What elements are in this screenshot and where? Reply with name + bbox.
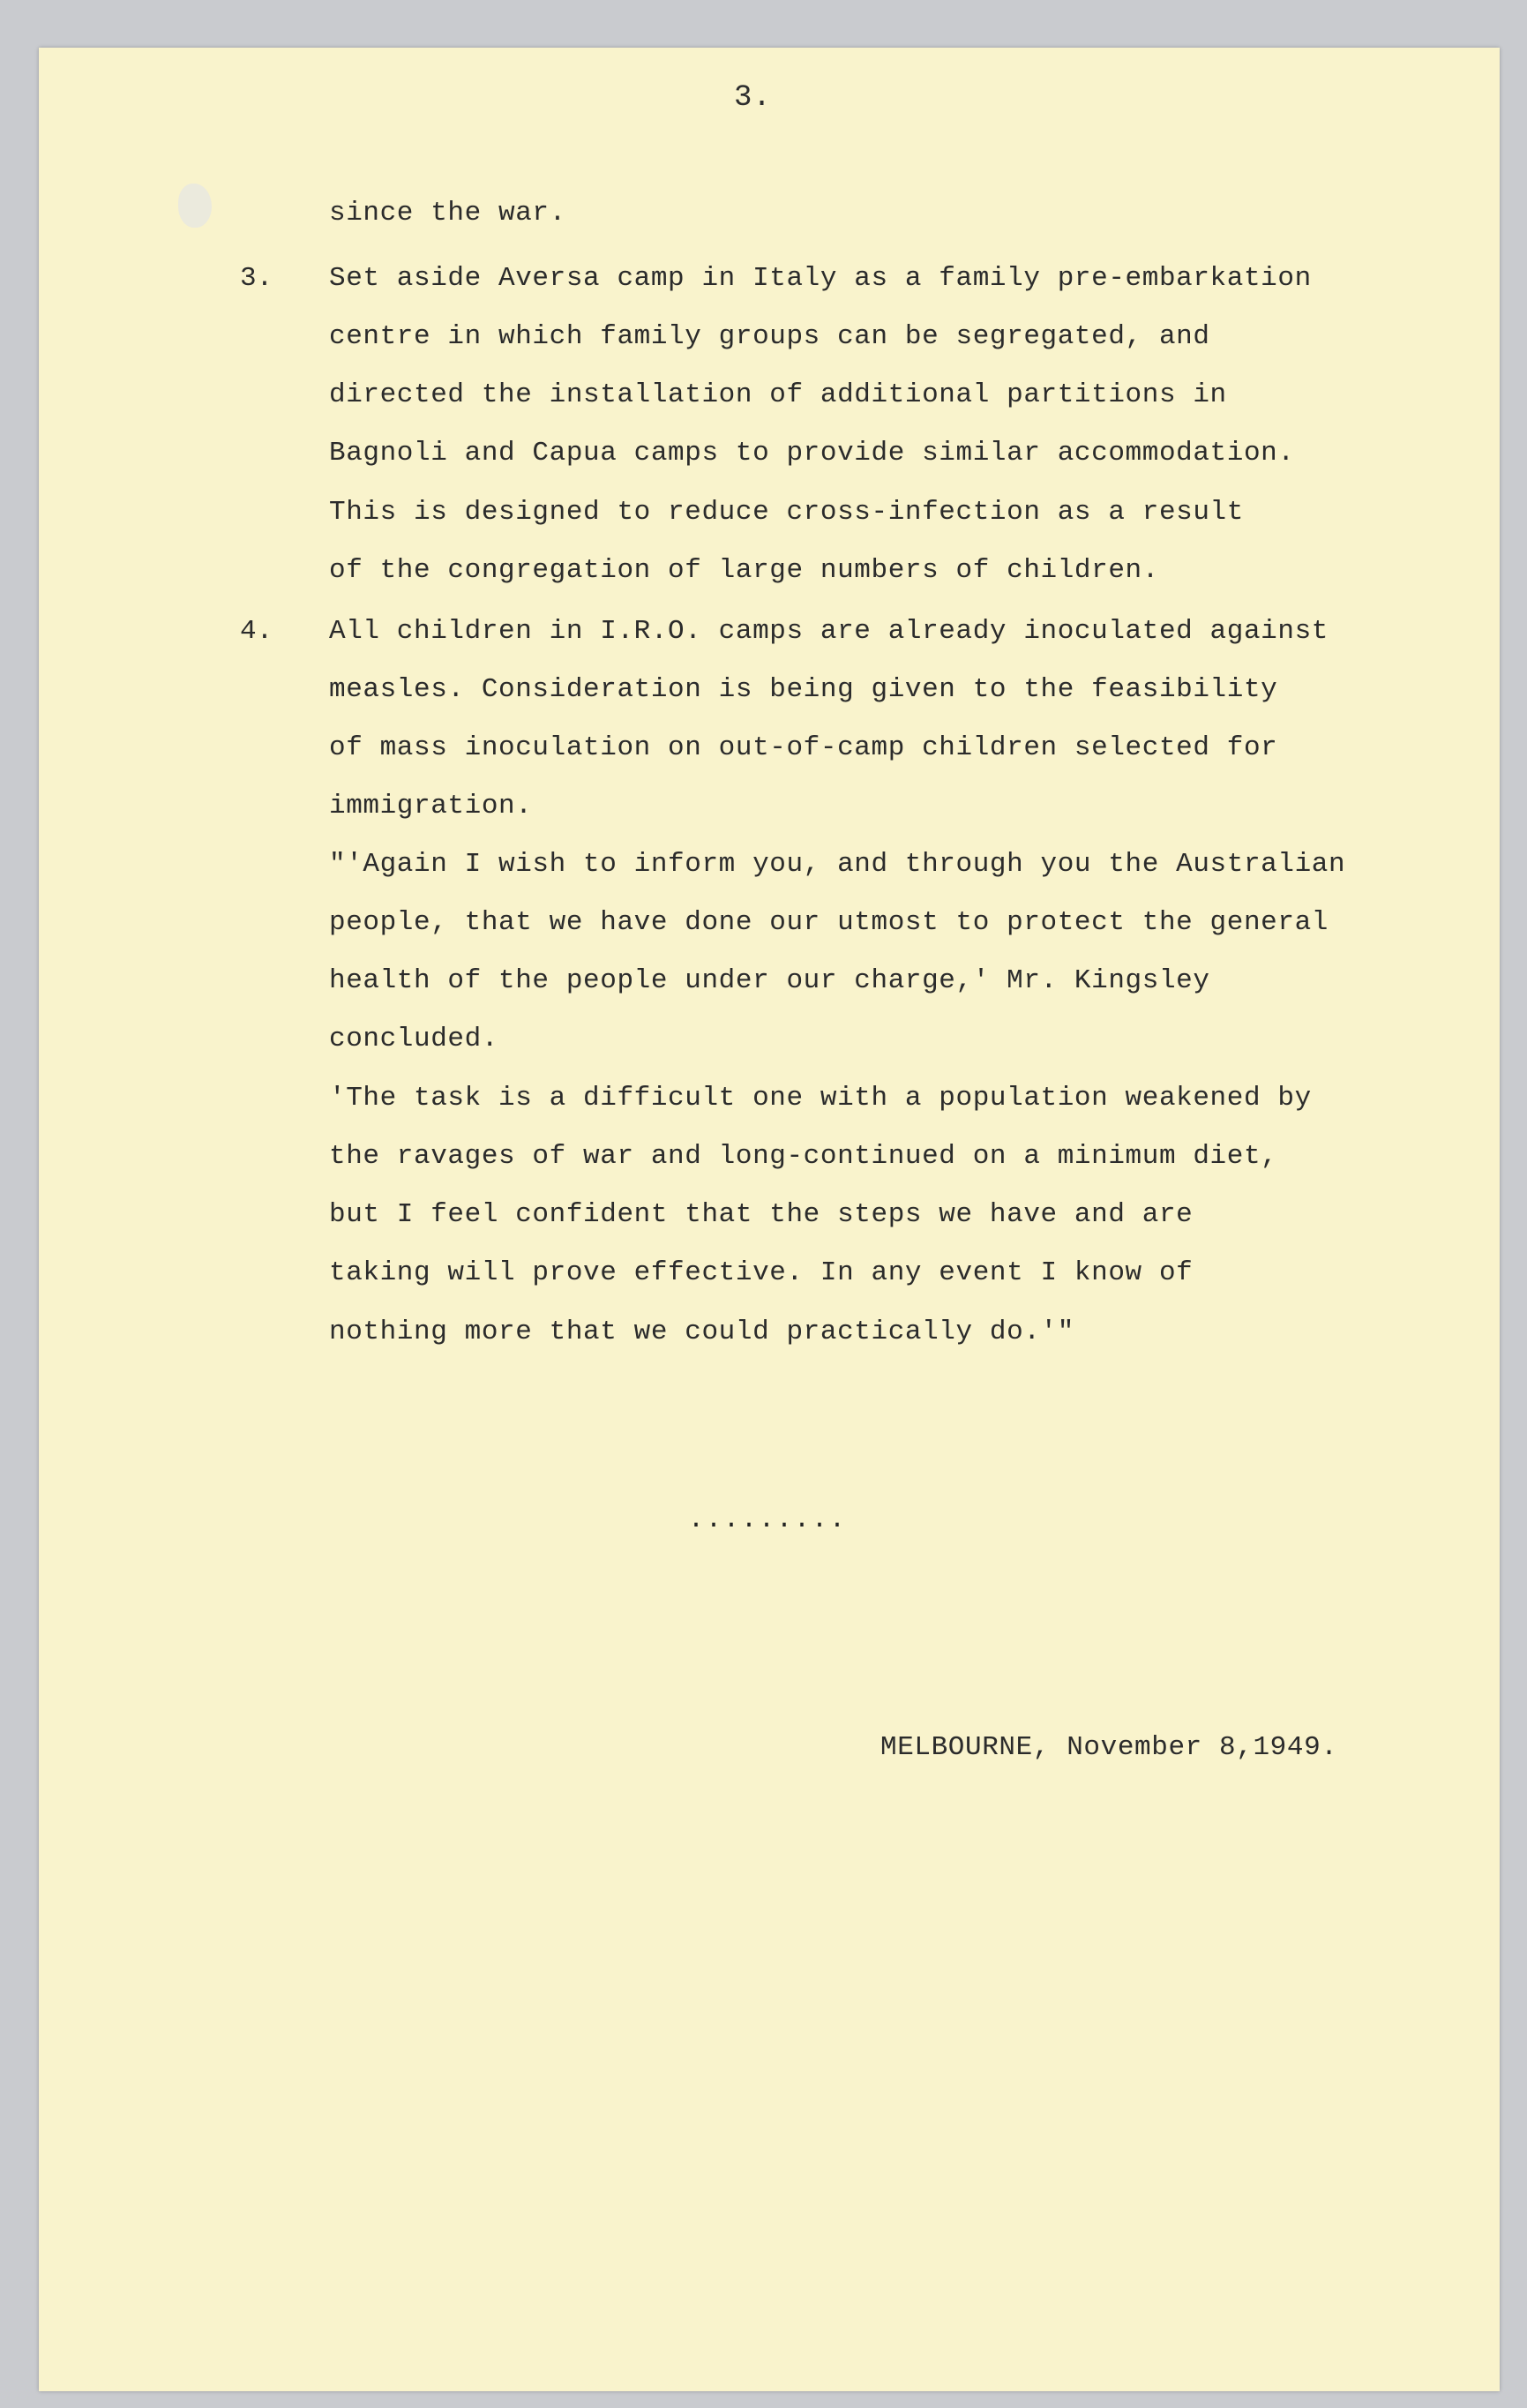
text-line: immigration.	[329, 791, 533, 821]
text-line: of mass inoculation on out-of-camp children selected for	[329, 732, 1278, 763]
text-line: measles. Consideration is being given to the feasibility	[329, 674, 1278, 705]
item-number: 3.	[240, 263, 273, 294]
text-line: health of the people under our charge,' Mr. Kingsley	[329, 965, 1210, 996]
text-line: All children in I.R.O. camps are already inoculated against	[329, 616, 1329, 647]
text-line: This is designed to reduce cross-infection as a result	[329, 497, 1244, 528]
page-number: 3.	[734, 81, 772, 115]
text-line: "'Again I wish to inform you, and through you the Australian	[329, 849, 1346, 880]
text-line: Set aside Aversa camp in Italy as a family pre-embarkation	[329, 263, 1312, 294]
item-number: 4.	[240, 616, 273, 647]
text-line: directed the installation of additional partitions in	[329, 379, 1227, 410]
dateline: MELBOURNE, November 8,1949.	[880, 1732, 1338, 1763]
text-line: 'The task is a difficult one with a population weakened by	[329, 1083, 1312, 1114]
text-line: Bagnoli and Capua camps to provide similar accommodation.	[329, 438, 1295, 469]
separator-dots: .........	[688, 1505, 848, 1535]
text-line: since the war.	[329, 198, 566, 229]
text-line: the ravages of war and long-continued on a minimum diet,	[329, 1141, 1278, 1172]
text-line: of the congregation of large numbers of children.	[329, 555, 1159, 586]
text-line: but I feel confident that the steps we have and are	[329, 1199, 1194, 1230]
text-line: concluded.	[329, 1024, 499, 1054]
text-line: people, that we have done our utmost to protect the general	[329, 907, 1329, 938]
text-line: nothing more that we could practically do.'"	[329, 1317, 1074, 1347]
punch-hole	[178, 184, 212, 228]
text-line: centre in which family groups can be segregated, and	[329, 321, 1210, 352]
text-line: taking will prove effective. In any event I know of	[329, 1257, 1194, 1288]
